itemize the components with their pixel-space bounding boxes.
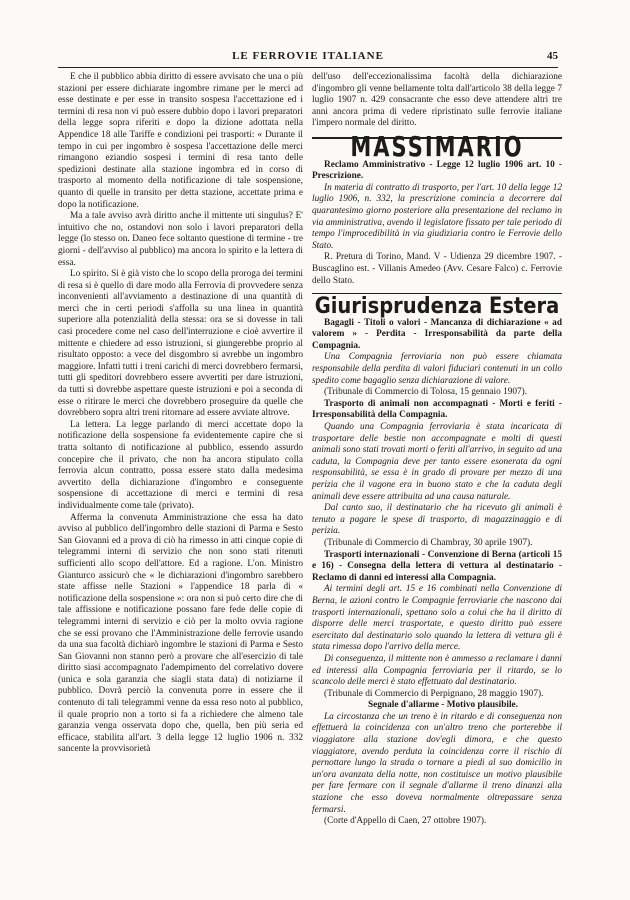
running-header (58, 50, 558, 66)
entry-body: La circostanza che un treno è in ritardo e di conseguenza non effettuerà la coincidenza con un'altro treno che porterebbe il viaggiatore alla stazione dov'egli dimora, e che questo viaggiatore, avendo perduta la coincidenza corre il rischio di pernottare lungo la strada o tornare a piedi al suo domicilio in un'ora avanzata della notte, non costituisce un motivo plausibile per fare fermare con il segnale d'allarme il treno dinanzi alla stazione che esso doveva normalmente oltrepassare senza fermarsi. (312, 711, 562, 815)
header-rule (58, 67, 558, 68)
entry-body: Di conseguenza, il mittente non è ammesso a reclamare i danni ed interessi alla Compagnia ferroviaria per il ritardo, se lo scancolo delle merci è stato effettuato dal destinatario. (312, 653, 562, 688)
entry-body: Una Compagnia ferroviaria non può essere chiamata responsabile della perdita di valori fiduciari contenuti in un collo spedito come bagaglio senza dichiarazione di valore. (312, 352, 562, 386)
entry-citation: R. Pretura di Torino, Mand. V - Udienza 29 dicembre 1907. - Buscaglino est. - Villanis Amedeo (Avv. Cesare Falco) c. Ferrovie dello Stato. (312, 252, 562, 286)
paragraph: E che il pubblico abbia diritto di essere avvisato che una o più stazioni per essere dichiarate ingombre rimane per le merci ad esse destinate e per esse in transito sospesa l'accettazione ed i termini di resa non vi può essere dubbio dopo i lavori preparatori della legge sopra riferiti e dopo la dizione adottata nella Appendice 18 alle Tariffe e condizioni pei trasporti: « Durante il tempo in cui per ingombro è sospesa l'accettazione delle merci rimangono eziandio sospesi i termini di resa tanto delle spedizioni destinate alla stazione ingombra ed in corso di trasporto al momento della notificazione di tale sospensione, quanto di quelle in transito per detta stazione, accettate prima e dopo la notificazione. (58, 72, 303, 210)
page-number: 45 (547, 50, 558, 62)
entry-title: Segnale d'allarme - Motivo plausibile. (367, 700, 519, 711)
paragraph: dell'uso dell'eccezionalissima facoltà della dichiarazione d'ingombro gli venne bellamente tolta dall'articolo 38 della legge 7 luglio 1907 n. 429 consacrante che esso deve attendere altri tre anni ancora prima di vedere ripristinato sulle ferrovie italiane l'impero normale del diritto. (312, 72, 562, 129)
entry-citation: (Corte d'Appello di Caen, 27 ottobre 1907). (324, 816, 487, 827)
entry-body: Dal canto suo, il destinatario che ha ricevuto gli animali è tenuto a pagare le spese di trasporto, di magazzinaggio e di perizia. (312, 503, 562, 537)
entry-body: Ai termini degli art. 15 e 16 combinati nella Convenzione di Berna, le azioni contro le Compagnie ferroviarie che nascono dai trasporti internazionali, spettano solo a colui che ha il diritto di disporre delle merci trasportate, e questo diritto può essere esercitato dal destinatario solo quando la lettera di vettura gli è stata rimessa dopo l'arrivo della merce. (312, 584, 562, 653)
paragraph: Ma a tale avviso avrà diritto anche il mittente uti singulus? E' intuitivo che no, ostandovi non solo i lavori preparatori della legge (lo stesso on. Daneo fece soltanto questione di termine - tre giorni - dell'avviso al pubblico) ma ancora lo spirito e la lettera di essa. (58, 211, 303, 268)
entry-title: Trasporto di animali non accompagnati - Morti e feriti - Irresponsabilità della Compagnia. (312, 398, 562, 421)
entry-citation: (Tribunale di Commercio di Perpignano, 28 maggio 1907). (324, 688, 544, 699)
paragraph: La lettera. La legge parlando di merci accettate dopo la notificazione della sospensione fa evidentemente capire che si tratta soltanto di notificazione al pubblico, essendo assurdo concepire che il privato, che non ha ancora stipulato colla ferrovia alcun contratto, possa essere stato dalla medesima avvertito della dichiarazione d'ingombro e conseguente sospensione di accettazione di merci e termini di resa individualmente come tale (privato). (58, 419, 303, 511)
entry-title: Trasporti internazionali - Convenzione di Berna (articoli 15 e 16) - Consegna della lettera di vettura al destinatario - Reclamo di danni ed interessi alla Compagnia. (312, 549, 562, 583)
entry-title: Bagagli - Titoli o valori - Mancanza di dichiarazione « ad valorem » - Perdita - Irresponsabilità da parte della Compagnia. (312, 317, 562, 351)
paragraph: Lo spirito. Si è già visto che lo scopo della proroga dei termini di resa si è quello di dare modo alla Ferrovia di provvedere senza inconvenienti all'avviamento a destinazione di una quantità di merci che in certi periodi s'affolla su una linea in quantità superiore alla potenzialità della stessa: ora se si dovesse in tali casi procedere come nel caso dell'interruzione e cioè avvertire il mittente e chiedere ad esso istruzioni, si giungerebbe proprio al risultato opposto: a vece del disgombro si avrebbe un ingombro maggiore. Infatti tutti i treni carichi di merci dovrebbero fermarsi, tutti gli speditori dovrebbero essere avvertiti per dare istruzioni, da tutti si dovrebbe aspettare queste istruzioni e poi a seconda di esse o ritirare le merci che dovrebbero proseguire da quelle che dovrebbero sopra altri treni ritornare ad essere avviate altrove. (58, 269, 303, 419)
entry-citation: (Tribunale di Commercio di Chambray, 30 aprile 1907). (324, 537, 533, 548)
entry-body: Quando una Compagnia ferroviaria è stata incaricata di trasportare delle bestie non accompagnate e molti di questi animali sono stati trovati morti o feriti all'arrivo, in seguito ad una caduta, la Compagnia deve per tanto essere esonerata da ogni responsabilità, se essa è in grado di provare per mezzo di una perizia che il vagone era in buono stato e che la caduta degli animali deve essere attribuita ad una causa naturale. (312, 422, 562, 502)
left-column (58, 72, 303, 756)
paragraph: Afferma la convenuta Amministrazione che essa ha dato avviso al pubblico dell'ingombro delle stazioni di Parma e Sesto San Giovanni ed a prova di ciò ha rimesso in atti cinque copie di telegrammi interni di servizio che non sono stati ritenuti sufficienti allo scopo dell'attore. Ed a ragione. L'on. Ministro Gianturco assicurò che « le dichiarazioni d'ingombro sarebbero state affisse nelle Stazioni » l'appendice 18 parla di « notificazione della sospensione »: ora non si può certo dire che di tale affissione e notificazione possano fare fede delle copie di telegrammi interni di servizio e ciò per la molto ovvia ragione che se essi provano che l'Amministrazione delle ferrovie usando da una sua facoltà dichiarò ingombre le stazioni di Parma e Sesto San Giovanni non stanno però a provare che all'esercizio di tale diritto siasi accompagnato l'adempimento del correlativo dovere (unica e sola garanzia che siagli stata data) di notiziarne il pubblico. Dovrà perciò la convenuta porre in essere che il contenuto di tali telegrammi venne da essa reso noto al pubblico, il quale proprio non a torto si fa a richiedere che almeno tale garanzia venga osservata dopo che, quella, ben più seria ed efficace, stabilita all'art. 3 della legge 12 luglio 1906 n. 332 sancente la provvisorietà (58, 512, 303, 755)
entry-citation: (Tribunale di Commercio di Tolosa, 15 gennaio 1907). (324, 387, 528, 398)
entry-title: Reclamo Amministrativo - Legge 12 luglio 1906 art. 10 - Prescrizione. (312, 159, 562, 182)
giurisprudenza-heading: Giurisprudenza Estera (314, 292, 560, 319)
entry-body: In materia di contratto di trasporto, per l'art. 10 della legge 12 luglio 1906, n. 332, la prescrizione comincia a decorrere dal quarantesimo giorno posteriore alla presentazione del reclamo in via amministrativa, avendo il legislatore fissato per tale periodo di tempo l'improcedibilità in via giudiziaria contro le Ferrovie dello Stato. (312, 182, 562, 251)
journal-title: LE FERROVIE ITALIANE (232, 50, 384, 62)
massimario-heading: MASSIMARIO (350, 131, 524, 163)
right-column (312, 72, 562, 828)
